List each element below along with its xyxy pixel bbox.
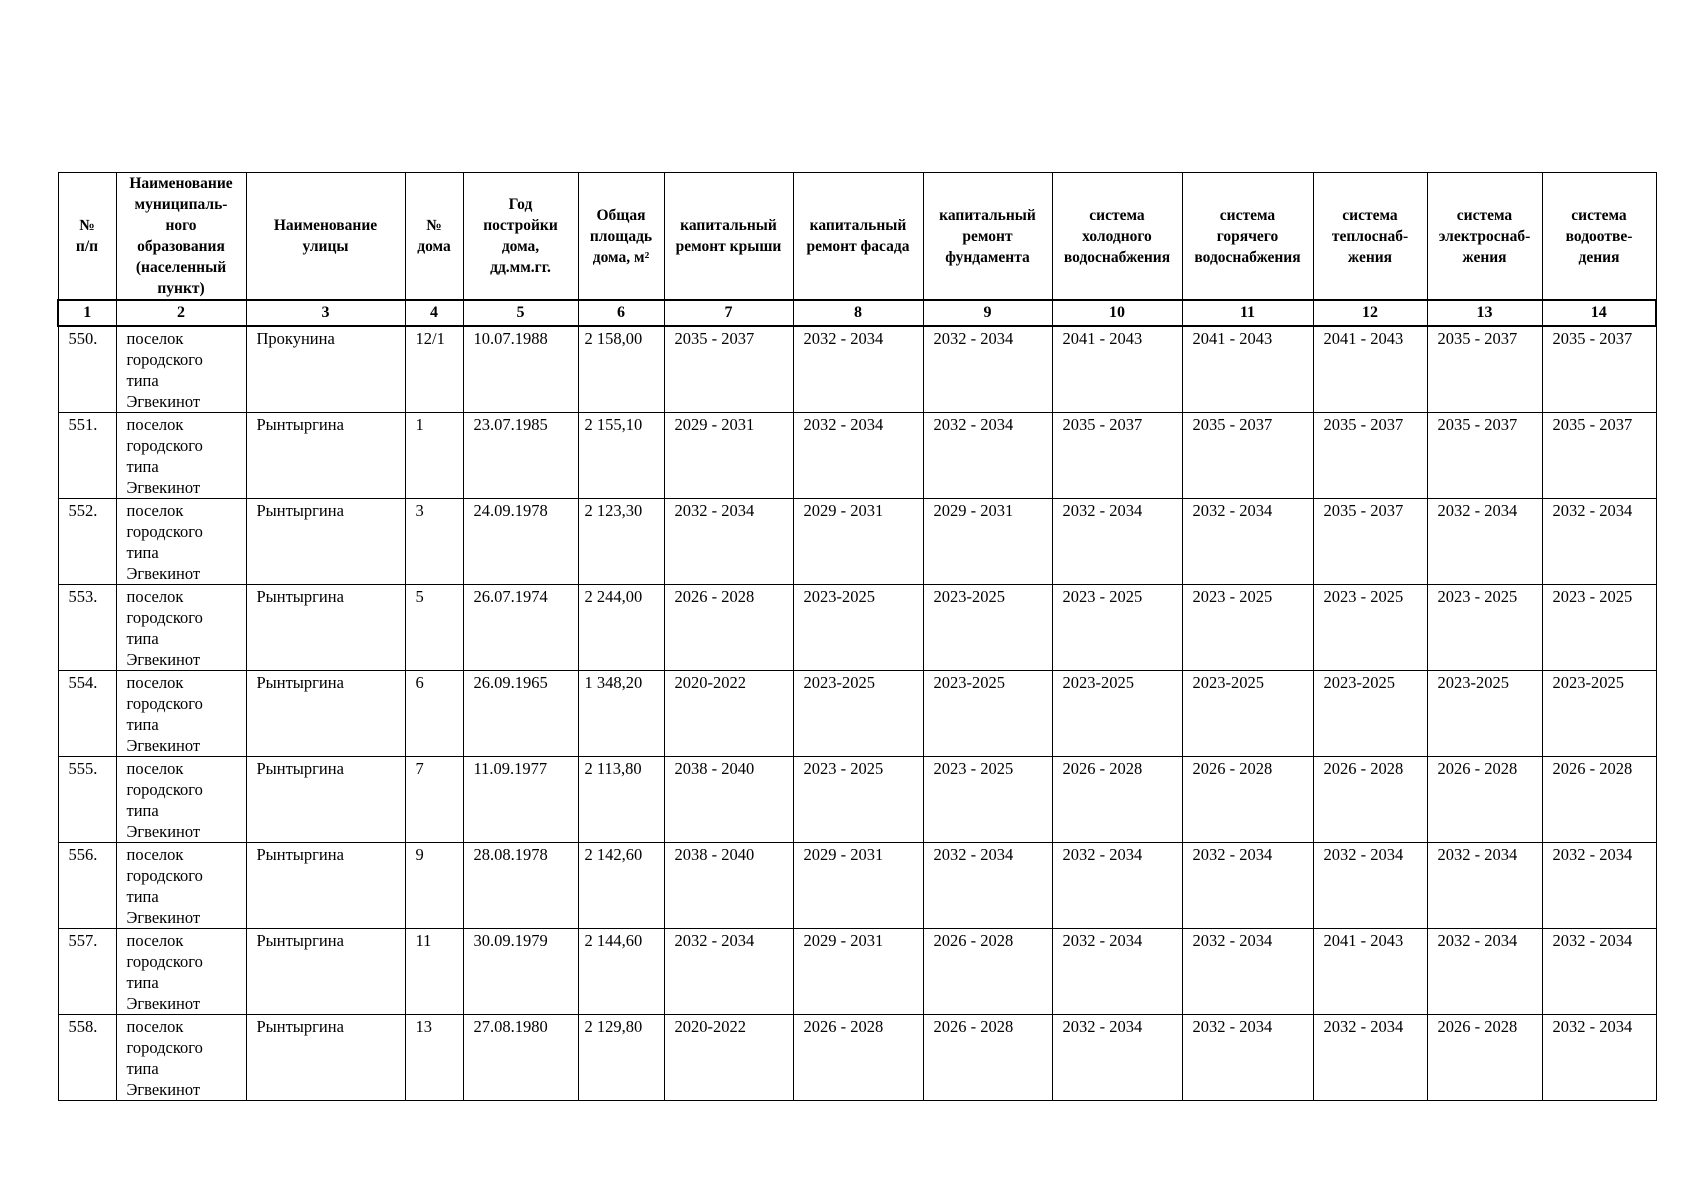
header-line: ного bbox=[165, 217, 197, 234]
table-row bbox=[58, 326, 1656, 413]
cell-power-supply: 2032 - 2034 bbox=[1427, 843, 1542, 929]
cell-municipality: поселок городского типа Эгвекинот bbox=[116, 413, 246, 499]
cell-build-date: 23.07.1985 bbox=[463, 413, 578, 499]
header-heat-supply bbox=[1313, 173, 1427, 301]
header-facade-repair bbox=[793, 173, 923, 301]
cell-street: Рынтыргина bbox=[246, 499, 405, 585]
cell-municipality: поселок городского типа Эгвекинот bbox=[116, 1015, 246, 1101]
header-line: горячего bbox=[1216, 227, 1279, 245]
header-line: водоснабжения bbox=[1063, 248, 1171, 266]
table-row bbox=[58, 585, 1656, 671]
cell-street: Рынтыргина bbox=[246, 1015, 405, 1101]
header-foundation-repair bbox=[923, 173, 1052, 301]
header-line: дома, bbox=[501, 238, 540, 255]
cell-foundation-repair: 2026 - 2028 bbox=[923, 1015, 1052, 1101]
header-line: Наименование bbox=[129, 175, 233, 192]
header-line: система bbox=[1456, 206, 1513, 224]
cell-municipality: поселок городского типа Эгвекинот bbox=[116, 585, 246, 671]
header-line: капитальный bbox=[809, 217, 907, 234]
cell-power-supply: 2035 - 2037 bbox=[1427, 413, 1542, 499]
cell-roof-repair: 2032 - 2034 bbox=[664, 929, 793, 1015]
cell-number: 555. bbox=[58, 757, 116, 843]
cell-total-area: 2 244,00 bbox=[578, 585, 664, 671]
cell-municipality: поселок городского типа Эгвекинот bbox=[116, 843, 246, 929]
capital-repair-table bbox=[57, 172, 1657, 1101]
cell-house-number: 6 bbox=[405, 671, 463, 757]
header-line: площадь bbox=[589, 227, 653, 245]
column-number: 4 bbox=[405, 300, 463, 326]
cell-total-area: 2 155,10 bbox=[578, 413, 664, 499]
cell-number: 550. bbox=[58, 326, 116, 413]
table-row bbox=[58, 671, 1656, 757]
header-line: фундамента bbox=[945, 248, 1030, 266]
cell-build-date: 10.07.1988 bbox=[463, 326, 578, 413]
cell-power-supply: 2023 - 2025 bbox=[1427, 585, 1542, 671]
cell-heat-supply: 2026 - 2028 bbox=[1313, 757, 1427, 843]
cell-foundation-repair: 2023-2025 bbox=[923, 671, 1052, 757]
header-line: образования bbox=[137, 238, 225, 255]
cell-build-date: 24.09.1978 bbox=[463, 499, 578, 585]
header-house-number bbox=[405, 173, 463, 301]
header-municipality bbox=[116, 173, 246, 301]
header-line: ремонт крыши bbox=[675, 238, 782, 255]
cell-number: 558. bbox=[58, 1015, 116, 1101]
cell-hot-water: 2041 - 2043 bbox=[1182, 326, 1313, 413]
header-line: капитальный bbox=[939, 206, 1036, 224]
header-line: электроснаб- bbox=[1438, 227, 1531, 245]
cell-foundation-repair: 2023 - 2025 bbox=[923, 757, 1052, 843]
header-line: Год bbox=[508, 196, 533, 213]
cell-house-number: 1 bbox=[405, 413, 463, 499]
header-line: система bbox=[1089, 206, 1145, 224]
column-number: 9 bbox=[923, 300, 1052, 326]
table-body bbox=[58, 326, 1656, 1101]
cell-power-supply: 2026 - 2028 bbox=[1427, 1015, 1542, 1101]
cell-cold-water: 2026 - 2028 bbox=[1052, 757, 1182, 843]
header-hot-water bbox=[1182, 173, 1313, 301]
column-number: 11 bbox=[1182, 300, 1313, 326]
cell-facade-repair: 2029 - 2031 bbox=[793, 929, 923, 1015]
cell-power-supply: 2023-2025 bbox=[1427, 671, 1542, 757]
header-line: жения bbox=[1347, 248, 1393, 266]
cell-hot-water: 2032 - 2034 bbox=[1182, 929, 1313, 1015]
header-line: холодного bbox=[1082, 227, 1152, 245]
cell-foundation-repair: 2032 - 2034 bbox=[923, 326, 1052, 413]
cell-total-area: 2 123,30 bbox=[578, 499, 664, 585]
cell-street: Рынтыргина bbox=[246, 671, 405, 757]
cell-total-area: 2 158,00 bbox=[578, 326, 664, 413]
header-line: водоотве- bbox=[1565, 227, 1633, 245]
cell-number: 552. bbox=[58, 499, 116, 585]
cell-hot-water: 2026 - 2028 bbox=[1182, 757, 1313, 843]
cell-cold-water: 2032 - 2034 bbox=[1052, 1015, 1182, 1101]
cell-heat-supply: 2023 - 2025 bbox=[1313, 585, 1427, 671]
cell-roof-repair: 2020-2022 bbox=[664, 1015, 793, 1101]
cell-facade-repair: 2032 - 2034 bbox=[793, 413, 923, 499]
cell-roof-repair: 2032 - 2034 bbox=[664, 499, 793, 585]
cell-drainage: 2032 - 2034 bbox=[1542, 843, 1656, 929]
cell-drainage: 2035 - 2037 bbox=[1542, 413, 1656, 499]
cell-house-number: 9 bbox=[405, 843, 463, 929]
cell-municipality: поселок городского типа Эгвекинот bbox=[116, 499, 246, 585]
header-build-date bbox=[463, 173, 578, 301]
cell-cold-water: 2023-2025 bbox=[1052, 671, 1182, 757]
cell-total-area: 1 348,20 bbox=[578, 671, 664, 757]
cell-house-number: 5 bbox=[405, 585, 463, 671]
cell-facade-repair: 2029 - 2031 bbox=[793, 499, 923, 585]
cell-facade-repair: 2023 - 2025 bbox=[793, 757, 923, 843]
cell-drainage: 2026 - 2028 bbox=[1542, 757, 1656, 843]
header-line: дома, м² bbox=[592, 248, 650, 266]
header-line: улицы bbox=[302, 238, 349, 255]
cell-municipality: поселок городского типа Эгвекинот bbox=[116, 757, 246, 843]
cell-cold-water: 2032 - 2034 bbox=[1052, 499, 1182, 585]
column-number: 1 bbox=[58, 300, 116, 326]
header-line: ремонт bbox=[962, 227, 1013, 245]
header-line: (населенный bbox=[135, 259, 227, 276]
cell-heat-supply: 2023-2025 bbox=[1313, 671, 1427, 757]
cell-hot-water: 2023-2025 bbox=[1182, 671, 1313, 757]
column-number: 14 bbox=[1542, 300, 1656, 326]
header-line: теплоснаб- bbox=[1331, 227, 1409, 245]
cell-foundation-repair: 2023-2025 bbox=[923, 585, 1052, 671]
cell-foundation-repair: 2032 - 2034 bbox=[923, 413, 1052, 499]
cell-number: 553. bbox=[58, 585, 116, 671]
cell-build-date: 26.07.1974 bbox=[463, 585, 578, 671]
header-line: жения bbox=[1462, 248, 1507, 266]
cell-heat-supply: 2035 - 2037 bbox=[1313, 499, 1427, 585]
header-line: ремонт фасада bbox=[806, 238, 910, 255]
cell-cold-water: 2041 - 2043 bbox=[1052, 326, 1182, 413]
cell-build-date: 26.09.1965 bbox=[463, 671, 578, 757]
cell-cold-water: 2035 - 2037 bbox=[1052, 413, 1182, 499]
cell-street: Рынтыргина bbox=[246, 843, 405, 929]
header-roof-repair bbox=[664, 173, 793, 301]
cell-street: Рынтыргина bbox=[246, 757, 405, 843]
cell-cold-water: 2032 - 2034 bbox=[1052, 843, 1182, 929]
cell-build-date: 27.08.1980 bbox=[463, 1015, 578, 1101]
header-row bbox=[58, 173, 1656, 301]
cell-drainage: 2023-2025 bbox=[1542, 671, 1656, 757]
column-number: 8 bbox=[793, 300, 923, 326]
cell-hot-water: 2032 - 2034 bbox=[1182, 843, 1313, 929]
cell-roof-repair: 2026 - 2028 bbox=[664, 585, 793, 671]
cell-municipality: поселок городского типа Эгвекинот bbox=[116, 929, 246, 1015]
cell-hot-water: 2032 - 2034 bbox=[1182, 499, 1313, 585]
column-number: 10 bbox=[1052, 300, 1182, 326]
table-row bbox=[58, 843, 1656, 929]
cell-facade-repair: 2023-2025 bbox=[793, 671, 923, 757]
header-number bbox=[58, 173, 116, 301]
table-row bbox=[58, 413, 1656, 499]
cell-drainage: 2035 - 2037 bbox=[1542, 326, 1656, 413]
column-number: 6 bbox=[578, 300, 664, 326]
cell-total-area: 2 142,60 bbox=[578, 843, 664, 929]
header-street bbox=[246, 173, 405, 301]
header-line: дения bbox=[1578, 248, 1620, 266]
cell-house-number: 11 bbox=[405, 929, 463, 1015]
header-line: дд.мм.гг. bbox=[490, 259, 551, 276]
cell-heat-supply: 2035 - 2037 bbox=[1313, 413, 1427, 499]
cell-power-supply: 2026 - 2028 bbox=[1427, 757, 1542, 843]
header-line: система bbox=[1571, 206, 1627, 224]
cell-drainage: 2032 - 2034 bbox=[1542, 929, 1656, 1015]
table-row bbox=[58, 1015, 1656, 1101]
cell-roof-repair: 2020-2022 bbox=[664, 671, 793, 757]
cell-total-area: 2 113,80 bbox=[578, 757, 664, 843]
header-total-area bbox=[578, 173, 664, 301]
cell-house-number: 3 bbox=[405, 499, 463, 585]
header-line: № bbox=[79, 217, 95, 234]
cell-street: Рынтыргина bbox=[246, 929, 405, 1015]
cell-heat-supply: 2041 - 2043 bbox=[1313, 929, 1427, 1015]
cell-foundation-repair: 2026 - 2028 bbox=[923, 929, 1052, 1015]
cell-heat-supply: 2041 - 2043 bbox=[1313, 326, 1427, 413]
cell-power-supply: 2032 - 2034 bbox=[1427, 929, 1542, 1015]
cell-street: Прокунина bbox=[246, 326, 405, 413]
table-row bbox=[58, 499, 1656, 585]
cell-roof-repair: 2035 - 2037 bbox=[664, 326, 793, 413]
cell-foundation-repair: 2032 - 2034 bbox=[923, 843, 1052, 929]
cell-build-date: 30.09.1979 bbox=[463, 929, 578, 1015]
column-number: 13 bbox=[1427, 300, 1542, 326]
header-line: муниципаль- bbox=[134, 196, 228, 213]
column-number: 5 bbox=[463, 300, 578, 326]
header-line: № bbox=[426, 217, 442, 234]
header-cold-water bbox=[1052, 173, 1182, 301]
header-line: капитальный bbox=[680, 217, 777, 234]
header-line: система bbox=[1219, 206, 1276, 224]
cell-number: 557. bbox=[58, 929, 116, 1015]
cell-cold-water: 2023 - 2025 bbox=[1052, 585, 1182, 671]
cell-facade-repair: 2026 - 2028 bbox=[793, 1015, 923, 1101]
column-number: 12 bbox=[1313, 300, 1427, 326]
cell-street: Рынтыргина bbox=[246, 413, 405, 499]
cell-hot-water: 2023 - 2025 bbox=[1182, 585, 1313, 671]
header-line: Общая bbox=[596, 206, 646, 224]
cell-foundation-repair: 2029 - 2031 bbox=[923, 499, 1052, 585]
cell-heat-supply: 2032 - 2034 bbox=[1313, 843, 1427, 929]
header-line: Наименование bbox=[273, 217, 378, 234]
cell-number: 556. bbox=[58, 843, 116, 929]
table-row bbox=[58, 929, 1656, 1015]
cell-municipality: поселок городского типа Эгвекинот bbox=[116, 671, 246, 757]
cell-house-number: 13 bbox=[405, 1015, 463, 1101]
cell-drainage: 2023 - 2025 bbox=[1542, 585, 1656, 671]
header-line: система bbox=[1342, 206, 1398, 224]
cell-house-number: 7 bbox=[405, 757, 463, 843]
cell-roof-repair: 2038 - 2040 bbox=[664, 757, 793, 843]
cell-street: Рынтыргина bbox=[246, 585, 405, 671]
header-line: водоснабжения bbox=[1194, 248, 1301, 266]
cell-facade-repair: 2023-2025 bbox=[793, 585, 923, 671]
column-number: 2 bbox=[116, 300, 246, 326]
header-drainage bbox=[1542, 173, 1656, 301]
cell-cold-water: 2032 - 2034 bbox=[1052, 929, 1182, 1015]
cell-drainage: 2032 - 2034 bbox=[1542, 499, 1656, 585]
cell-hot-water: 2032 - 2034 bbox=[1182, 1015, 1313, 1101]
cell-facade-repair: 2032 - 2034 bbox=[793, 326, 923, 413]
cell-power-supply: 2035 - 2037 bbox=[1427, 326, 1542, 413]
cell-heat-supply: 2032 - 2034 bbox=[1313, 1015, 1427, 1101]
cell-house-number: 12/1 bbox=[405, 326, 463, 413]
header-line: постройки bbox=[483, 217, 558, 234]
header-line: дома bbox=[417, 238, 451, 255]
column-number: 3 bbox=[246, 300, 405, 326]
cell-number: 551. bbox=[58, 413, 116, 499]
cell-roof-repair: 2029 - 2031 bbox=[664, 413, 793, 499]
cell-power-supply: 2032 - 2034 bbox=[1427, 499, 1542, 585]
cell-total-area: 2 129,80 bbox=[578, 1015, 664, 1101]
cell-build-date: 28.08.1978 bbox=[463, 843, 578, 929]
cell-build-date: 11.09.1977 bbox=[463, 757, 578, 843]
table-row bbox=[58, 757, 1656, 843]
cell-drainage: 2032 - 2034 bbox=[1542, 1015, 1656, 1101]
cell-hot-water: 2035 - 2037 bbox=[1182, 413, 1313, 499]
header-line: пункт) bbox=[157, 280, 205, 297]
header-power-supply bbox=[1427, 173, 1542, 301]
column-number: 7 bbox=[664, 300, 793, 326]
header-line: п/п bbox=[75, 238, 99, 255]
cell-facade-repair: 2029 - 2031 bbox=[793, 843, 923, 929]
cell-total-area: 2 144,60 bbox=[578, 929, 664, 1015]
column-number-row bbox=[58, 300, 1656, 326]
cell-roof-repair: 2038 - 2040 bbox=[664, 843, 793, 929]
cell-municipality: поселок городского типа Эгвекинот bbox=[116, 326, 246, 413]
cell-number: 554. bbox=[58, 671, 116, 757]
table-header bbox=[58, 173, 1656, 327]
